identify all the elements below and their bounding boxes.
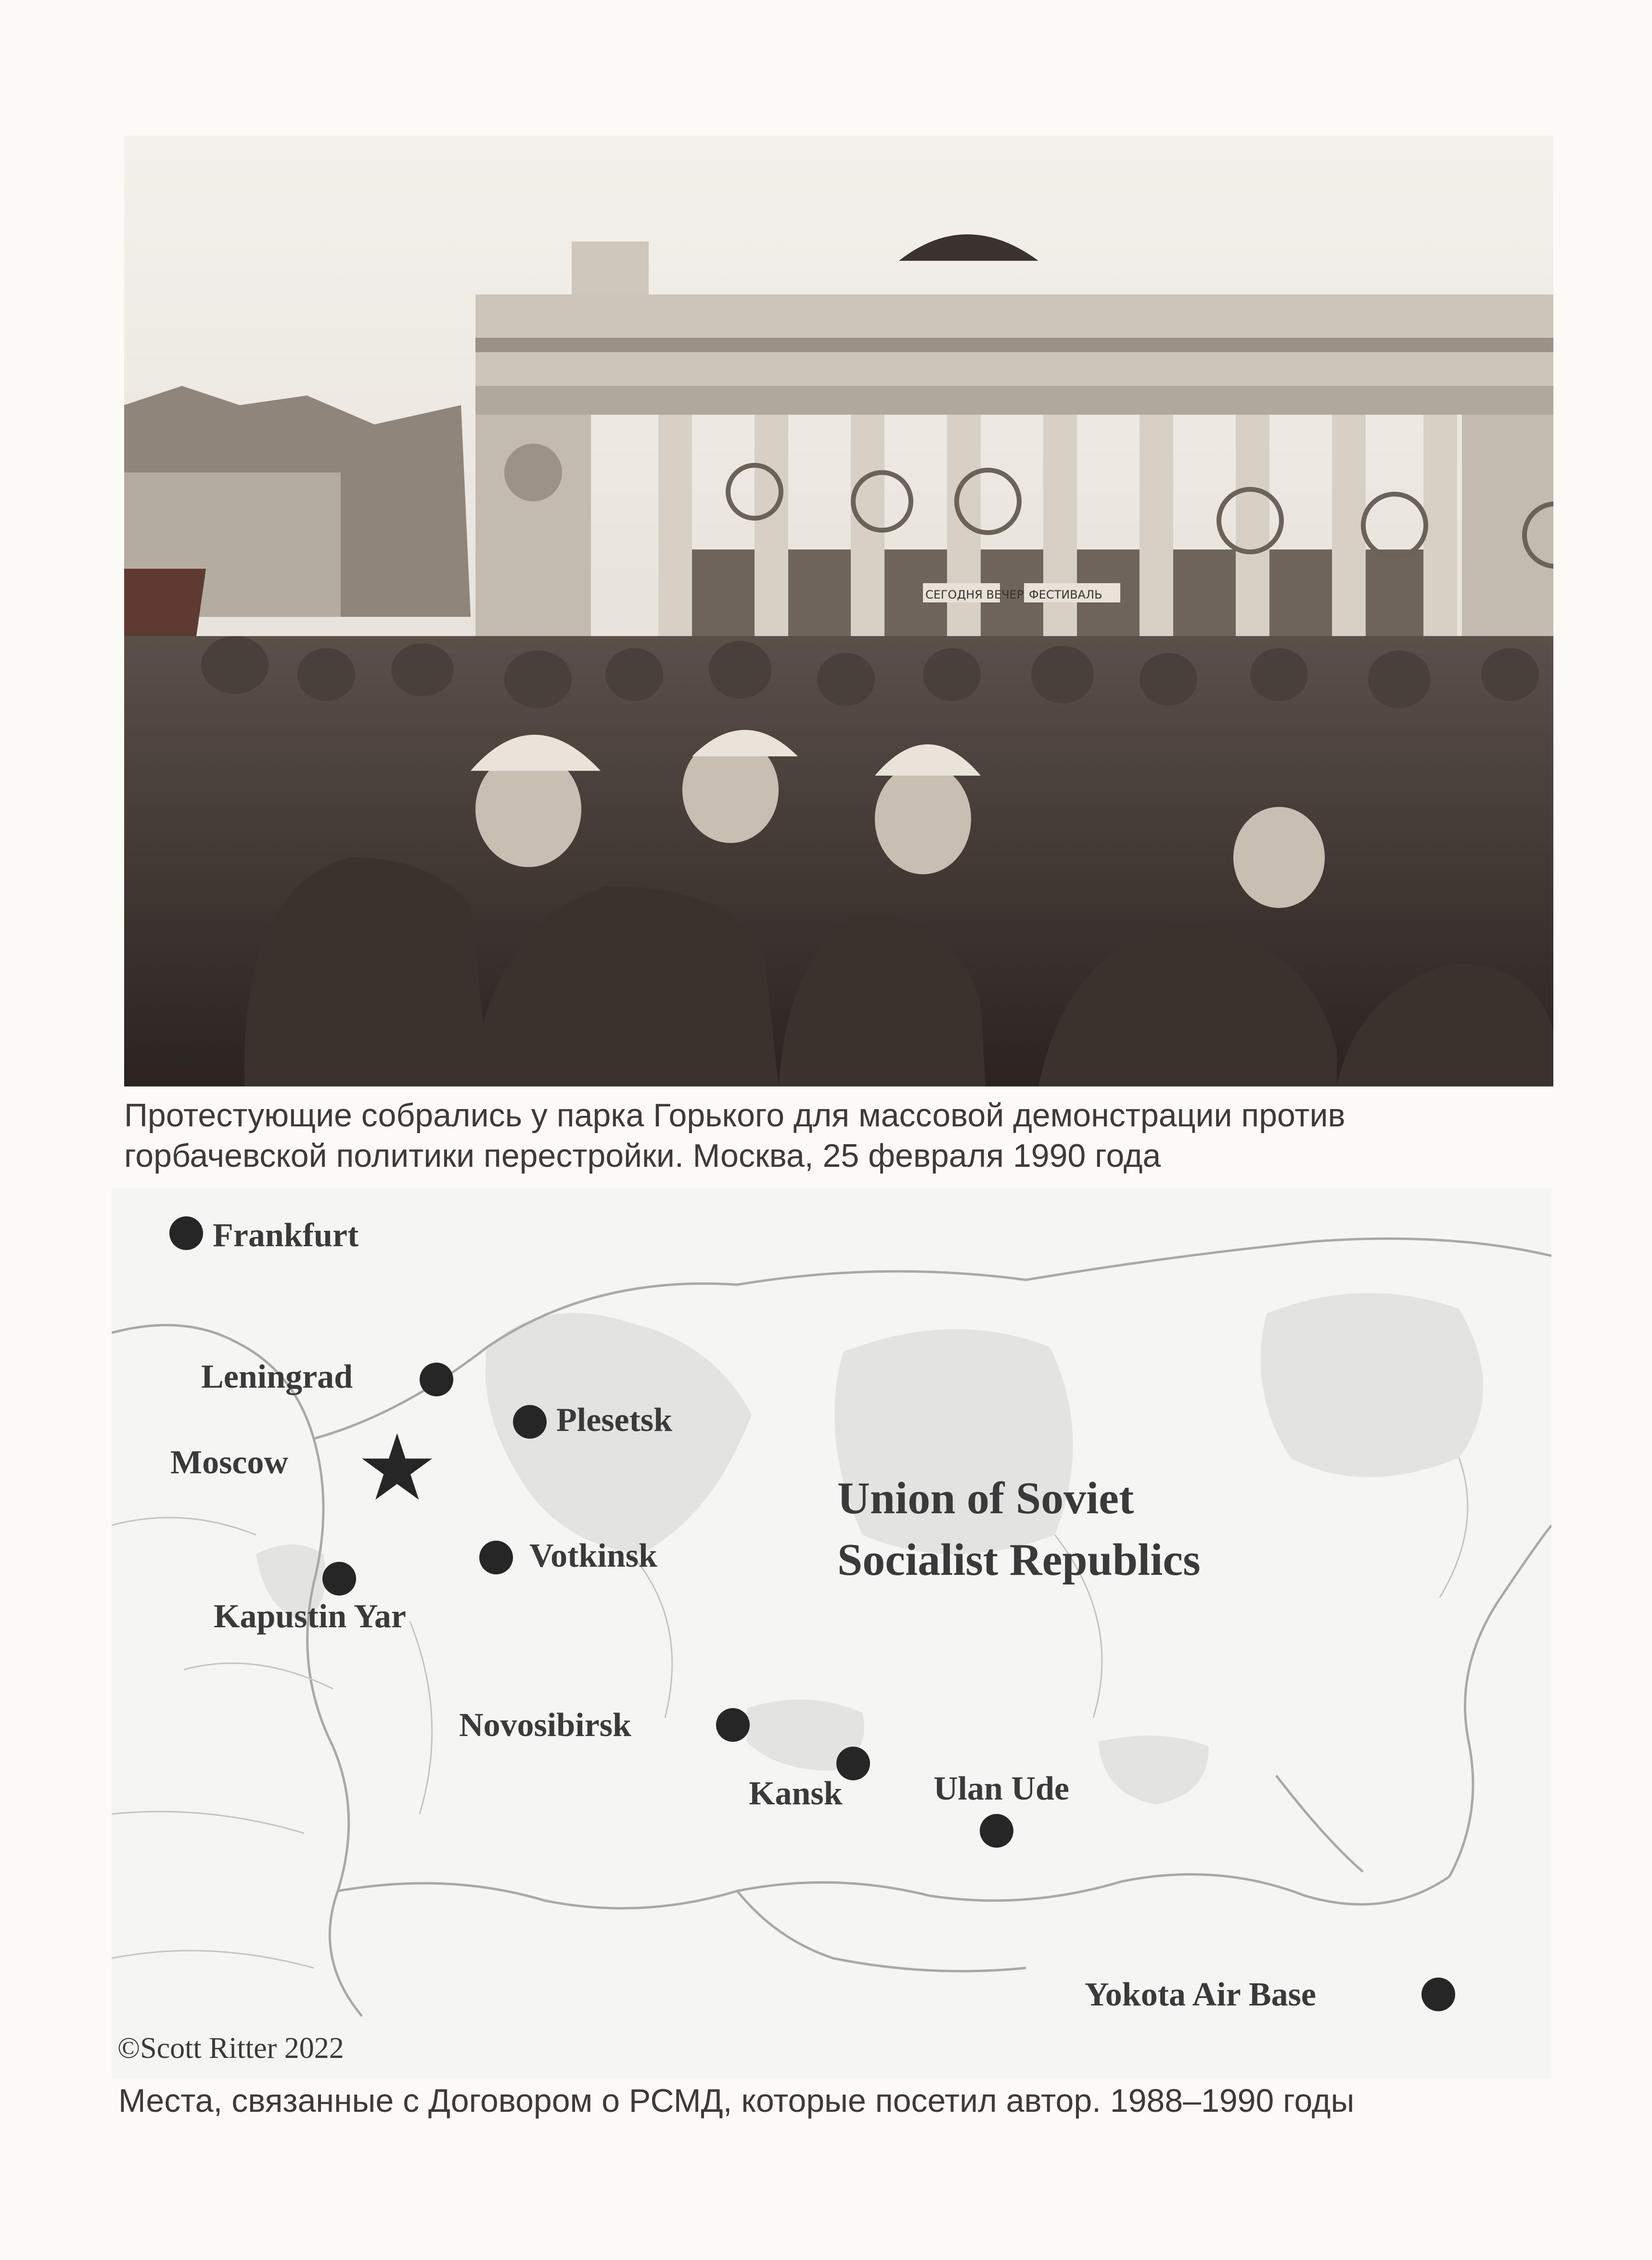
- moscow-label: Moscow: [170, 1444, 288, 1481]
- inf-treaty-sites-map: [112, 1188, 1551, 2079]
- leningrad-marker: [420, 1363, 453, 1396]
- moscow-star-icon: ★: [356, 1415, 438, 1521]
- votkinsk-label: Votkinsk: [529, 1537, 657, 1574]
- kapustin-yar-marker: [322, 1562, 356, 1596]
- votkinsk-marker: [479, 1541, 513, 1574]
- kapustin-yar-label: Kapustin Yar: [214, 1598, 407, 1635]
- frankfurt-marker: [169, 1216, 203, 1250]
- frankfurt-label: Frankfurt: [213, 1217, 359, 1254]
- novosibirsk-marker: [716, 1708, 750, 1742]
- ulan-ude-label: Ulan Ude: [934, 1770, 1069, 1807]
- plesetsk-marker: [513, 1405, 547, 1439]
- banner-text-1: СЕГОДНЯ ВЕЧЕР: [925, 588, 1024, 601]
- gorky-park-protest-photo: [124, 136, 1553, 1086]
- photo-illustration: [124, 136, 1553, 1086]
- photo-caption-line-2: горбачевской политики перестройки. Москва, 25 февраля 1990 года: [124, 1137, 1161, 1174]
- country-name: [837, 1468, 1201, 1591]
- photo-caption: [124, 1095, 1345, 1176]
- map-copyright: ©Scott Ritter 2022: [117, 2032, 344, 2065]
- yokota-air-base-marker: [1421, 1978, 1455, 2011]
- leningrad-label: Leningrad: [201, 1358, 353, 1395]
- yokota-air-base-label: Yokota Air Base: [1085, 1976, 1316, 2013]
- novosibirsk-label: Novosibirsk: [459, 1707, 631, 1744]
- country-name-line-1: Union of Soviet: [837, 1473, 1134, 1523]
- map-caption: Места, связанные с Договором о РСМД, которые посетил автор. 1988–1990 годы: [118, 2082, 1355, 2119]
- plesetsk-label: Plesetsk: [556, 1402, 673, 1439]
- country-name-line-2: Socialist Republics: [837, 1535, 1201, 1585]
- ulan-ude-marker: [980, 1814, 1013, 1848]
- banner-text-2: ФЕСТИВАЛЬ: [1029, 588, 1102, 601]
- photo-caption-line-1: Протестующие собрались у парка Горького для массовой демонстрации против: [124, 1097, 1345, 1134]
- kansk-label: Kansk: [749, 1775, 843, 1812]
